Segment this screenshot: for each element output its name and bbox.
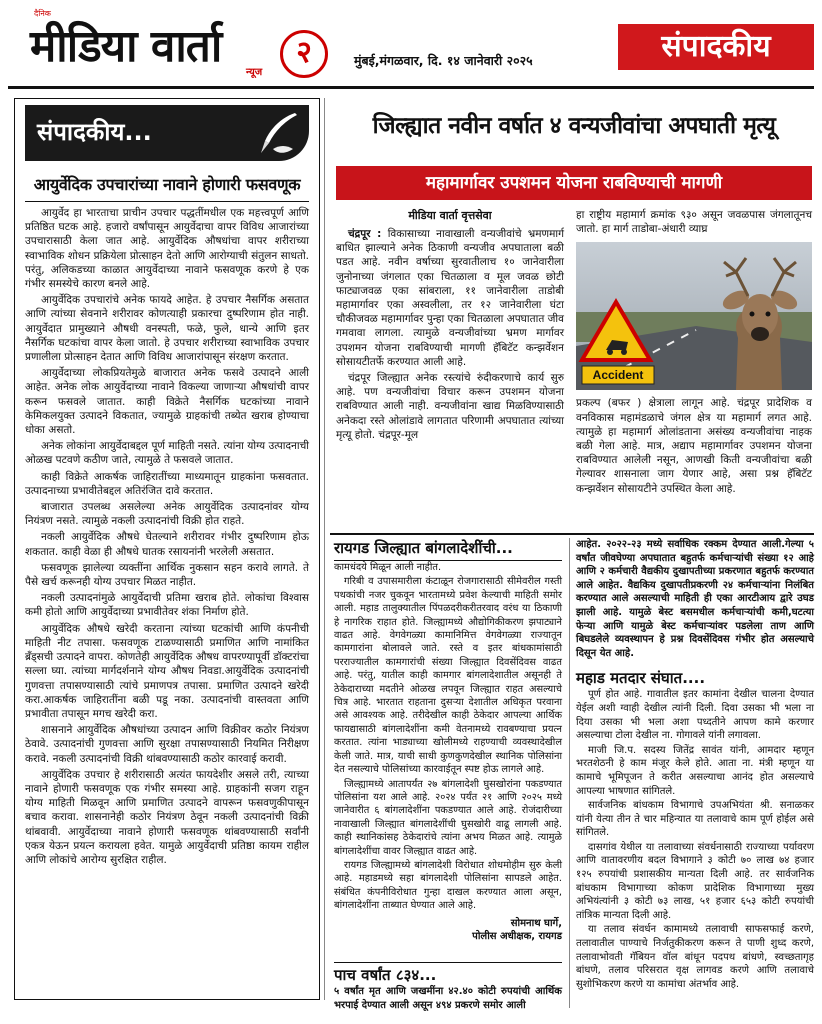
editorial-banner bbox=[25, 105, 309, 161]
editorial-column bbox=[14, 98, 320, 1000]
editorial-paragraph: आयुर्वेदिक उपचारांचे अनेक फायदे आहेत. हे उपचार नैसर्गिक असतात आणि त्यांच्या सेवनाने शरीरावर कोणत्याही प्रकारचा दुष्परिणाम होत नाही. आयुर्वेदात प्रामुख्याने औषधी वनस्पती, फळे, फुले, धान्ये आणि इतर नैसर्गिक घटकांचा वापर केला जातो. हे उपचार शरीराच्या स्वाभाविक उपचार प्रणालीला प्रोत्साहन देतात आणि विविध आजारांपासून संरक्षण करतात. bbox=[25, 294, 309, 364]
column-divider bbox=[569, 538, 570, 1008]
masthead-rule bbox=[8, 86, 814, 89]
story-paragraph: प्रकल्प (बफर ) क्षेत्राला लागून आहे. चंद्रपूर प्रादेशिक व वनविकास महामंडळाचे जंगल क्षेत्र या महामार्ग लगत आहे. त्यामुळे हा महामार्ग ओलांडताना असंख्य वन्यजीवांचा नाहक बळी गेला आहे. मात्र, अद्याप महामार्गावर उपशमन योजना राबविण्यात आलेली नसून, आणखी किती वन्यजीवांचा बळी गेल्यावर शासनाला जाग येणार आहे, असा प्रश्न हॅबिटॅट कन्झर्वेशन सोसायटीने उपस्थित केला आहे. bbox=[576, 397, 812, 495]
section-label: संपादकीय bbox=[618, 24, 814, 70]
section-divider bbox=[330, 533, 814, 535]
main-story bbox=[336, 208, 812, 530]
column-divider bbox=[324, 98, 325, 1000]
masthead bbox=[0, 0, 822, 92]
editorial-paragraph: नकली आयुर्वेदिक औषधे घेतल्याने शरीरावर गंभीर दुष्परिणाम होऊ शकतात. काही वेळा ही औषधे घातक रसायनांनी भरलेली असतात. bbox=[25, 531, 309, 558]
daily-label: दैनिक bbox=[34, 9, 51, 18]
page-number: २ bbox=[280, 30, 328, 78]
mahad-paragraph: माजी जि.प. सदस्य जितेंद्र सावंत यांनी, आमदार म्हणून भरतशेठनी हे काम मंजूर केले होते. आता ना. मंत्री म्हणून या कामाचे भूमिपूजन ते करीत असल्याचा आनंद होत असल्याचे आपल्या भाषणात सांगितले. bbox=[576, 744, 814, 797]
raigad-paragraph: रायगड जिल्ह्यामध्ये बांगलादेशी विरोधात शोधमोहीम सुरु केली आहे. महाडमध्ये सहा बांगलादेशी पोलिसांना सापडले आहेत. संबंधित कंपनीविरोधात गुन्हा दाखल करण्यात आला असून, बांगलादेशींना ताब्यात घेण्यात आले आहे. bbox=[334, 859, 562, 912]
editorial-paragraph: बाजारात उपलब्ध असलेल्या अनेक आयुर्वेदिक उत्पादनांवर योग्य नियंत्रण नसते. त्यामुळे नकली उत्पादनांची विक्री होत राहते. bbox=[25, 501, 309, 528]
mahad-headline: महाड मतदार संघात.... bbox=[576, 669, 706, 688]
editorial-paragraph: आयुर्वेदाच्या लोकप्रियतेमुळे बाजारात अनेक फसवे उत्पादने आली आहेत. अनेक लोक आयुर्वेदाच्या नावाने विकल्या जाणाऱ्या औषधांची वापर करून फसवले जातात. काही विक्रेते नैसर्गिक घटकांच्या नावाने केमिकलयुक्त उत्पादने विकतात, ज्यामुळे ग्राहकांची तब्येत खराब होण्याचा धोका असतो. bbox=[25, 367, 309, 437]
accident-sign-text: Accident bbox=[592, 368, 644, 383]
editorial-paragraph: आयुर्वेदिक उपचार हे शरीरासाठी अत्यंत फायदेशीर असले तरी, त्याच्या नावाने होणारी फसवणूक एक गंभीर समस्या आहे. ग्राहकांनी सजग राहून योग्य माहिती मिळवून आणि प्रमाणित उत्पादने वापरून फसवणुकीपासून बचाव करावा. शासनानेही कठोर नियंत्रण ठेवून नकली उत्पादनांची विक्री थांबवावी. आयुर्वेदाच्या नावाने होणारी फसवणूक थांबवण्यासाठी सर्वांनी एकत्र येऊन प्रयत्न करायला हवेत. यामुळे आयुर्वेदाची प्रतिष्ठा कायम राहील आणि लोकांचे आरोग्य सुरक्षित राहील. bbox=[25, 768, 309, 866]
quill-pen-icon bbox=[243, 109, 303, 159]
mahad-paragraph: पूर्ण होत आहे. गावातील इतर कामांना देखील चालना देण्यात येईल अशी ग्वाही देखील त्यांनी दिली. दिवा उसका भी भला ना दिया उसका भी भला अशा पध्दतीने आपण कामे करणार असल्याचा टोला देखील ना. गोगावले यांनी लगावला. bbox=[576, 689, 814, 742]
story-paragraph: चंद्रपूर जिल्ह्यात अनेक रस्त्यांचे रुंदीकरणाचे कार्य सुरु आहे. पण वन्यजीवांचा विचार करून उपशमन योजना राबविण्यात आली नाही. वन्यजीवांना खाद्य मिळविण्यासाठी अनेकदा रस्ते ओलांडावे लागतात परिणामी अपघातात त्यांच्या मृत्यू होतो. चंद्रपूर-मूल bbox=[336, 372, 564, 441]
raigad-paragraph: गरिबी व उपासमारीला कंटाळून रोजगारासाठी सीमेवरील गस्ती पथकांची नजर चुकवून भारतामध्ये प्रवेश केल्याची माहिती समोर आली. महाड तालुक्यातील पिंपळदरीकरीतरवाद वरंध या ठिकाणी हे नागरिक राहात होते. जिल्ह्यामध्ये औद्योगिकीकरण झपाट्याने वाढत आहे. वेगवेगळ्या कामानिमित्त वेगवेगळ्या राज्यातून कामगारांना बोलावले जाते. रस्ते व इतर बांधकामांसाठी परराज्यातील कामगारांची संख्या जिल्ह्यात दिवसेंदिवस वाढत आहे. परंतु, यातील काही कामगार बांगलादेशातील असूनही ते ठेकेदाराच्या मदतीने ओळख लपवून जिल्ह्यात राहत असल्याचे चित्र आहे. भारतात राहताना दुसऱ्या देशातील अधिकृत परवाना असे आवश्यक आहे. तरीदेखील काही ठेकेदार आपल्या आर्थिक फायद्यासाठी बांगलादेशींना कमी वेतनामध्ये रावबण्याचा प्रयत्न करतात. त्यांना भाड्याच्या खोलीमध्ये राहण्याची व्यवस्थादेखील केली जाते. मात्र, याची साधी कुणकुणदेखील स्थानिक पोलिसांना देत नसल्याचे पोलिसांच्या कारवाईतून स्पष्ट होऊ लागले आहे. bbox=[334, 576, 562, 776]
best-continued-paragraph: आहेत. २०२२-२३ मध्ये सर्वाधिक रक्कम देण्यात आली.गेल्या ५ वर्षांत जीवघेण्या अपघातात बहुतर्फ कर्मचाऱ्यांची संख्या १२ आहे आणि २ कर्मचारी वैद्यकीय दुखापतीच्या प्रकरणात बहुतर्फ करण्यात आले आहेत. वैद्यकिय दुखापतीप्रकरणी २४ कर्मचाऱ्यांना निलंबित करण्यात आले असल्याची माहिती ही एका आरटीआय द्वारे उघड झाली आहे. यामुळे बेस्ट बसमधील कर्मचाऱ्यांची कमी,घटत्या फेऱ्या आणि यामुळे बेस्ट कर्मचाऱ्यांवर पडलेला ताण आणि बिघडलेले व्यवस्थापन हे प्रश्न दिवसेंदिवस गंभीर होत असल्याचे दिसून येत आहे. bbox=[576, 539, 814, 659]
dateline-place: चंद्रपूर : bbox=[348, 228, 382, 240]
five-year-headline: पाच वर्षांत ८३४... bbox=[334, 962, 562, 985]
mahad-paragraph: दासगांव येथील या तलावाच्या संवर्धनासाठी राज्याच्या पर्यावरण आणि वातावरणीय बदल विभागाने ३ कोटी ७० लाख ७४ हजार १२५ रुपयांची प्रशासकीय मान्यता दिली आहे. तर सार्वजनिक बांधकाम विभागाच्या कोकण प्रादेशिक विभागाच्या मुख्य अभियंत्यांनी ३ कोटी ७३ लाख, ५१ हजार ६५३ कोटी रुपयांची तांत्रिक मान्यता दिली आहे. bbox=[576, 841, 814, 921]
editorial-paragraph: फसवणूक झालेल्या व्यक्तींना आर्थिक नुकसान सहन करावे लागते. ते पैसे खर्च करूनही योग्य उपचार मिळत नाहीत. bbox=[25, 561, 309, 589]
editorial-paragraph: काही विक्रेते आकर्षक जाहिरातींच्या माध्यमातून ग्राहकांना फसवतात. उत्पादनाच्या प्रभावीतेबद्दल अतिरंजित दावे करतात. bbox=[25, 470, 309, 497]
editorial-body bbox=[25, 206, 309, 867]
main-story-column-2 bbox=[576, 208, 812, 498]
five-year-article bbox=[334, 962, 562, 1012]
signature-title: पोलीस अधीक्षक, रायगड bbox=[472, 930, 562, 942]
raigad-kicker: कामधंदये मिळून आली नाहीत. bbox=[334, 562, 442, 573]
mahad-paragraph: सार्वजनिक बांधकाम विभागाचे उपअभियंता श्री. सनाळकर यांनी येत्या तीन ते चार महिन्यात या तलावाचे काम पूर्ण होईल असे सांगितले. bbox=[576, 800, 814, 839]
five-year-paragraph: ५ वर्षांत मृत आणि जखमींना ४२.४० कोटी रुपयांची आर्थिक भरपाई देण्यात आली असून ४९४ प्रकरणे समोर आली bbox=[334, 986, 562, 1011]
signature-name: सोमनाथ घार्गे, bbox=[510, 917, 562, 929]
news-label: न्यूज bbox=[246, 67, 263, 78]
main-headline: जिल्ह्यात नवीन वर्षात ४ वन्यजीवांचा अपघाती मृत्यू bbox=[372, 113, 776, 139]
raigad-signature bbox=[334, 917, 562, 943]
raigad-paragraph: जिल्ह्यामध्ये आतापर्यंत २७ बांगलादेशी घुसखोरांना पकडण्यात पोलिसांना यश आले आहे. २०२४ पर्यंत २१ आणि २०२५ मध्ये जानेवारीत ६ बांगलादेशींना पकडण्यात आले आहे. रोजंदारीच्या नावाखाली जिल्ह्यात बांगलादेशींची घुसखोरी वाढू लागली आहे. काही स्थानिकांसह ठेकेदारांचे त्यांना अभय मिळत आहे. त्यामुळे बांगलादेशींचा वावर जिल्ह्यात वाढत आहे. bbox=[334, 778, 562, 857]
main-subheadline: महामार्गावर उपशमन योजना राबविण्याची मागणी bbox=[336, 166, 812, 200]
editorial-paragraph: आयुर्वेद हा भारताचा प्राचीन उपचार पद्धतींमधील एक महत्त्वपूर्ण आणि प्रतिष्ठित घटक आहे. हजारो वर्षांपासून आयुर्वेदाचा वापर विविध आजारांच्या उपचारासाठी केला जात आहे. आयुर्वेदिक औषधांचा वापर शरीराच्या स्वाभाविक शोधन प्रक्रियेला प्रोत्साहन देतो आणि आरोग्याची संतुलन साधतो. परंतु, अलिकडच्या काळात आयुर्वेदाच्या नावाने फसवणूक करणे हे एक गंभीर समस्येचे कारण बनले आहे. bbox=[25, 207, 309, 291]
editorial-banner-text: संपादकीय... bbox=[37, 118, 152, 146]
deer-accident-illustration bbox=[576, 242, 812, 390]
editorial-paragraph: अनेक लोकांना आयुर्वेदाबद्दल पूर्ण माहिती नसते. त्यांना योग्य उत्पादनाची ओळख पटवणे कठीण जाते, त्यामुळे ते फसवले जातात. bbox=[25, 440, 309, 467]
story-paragraph bbox=[336, 227, 564, 369]
story-paragraph: हा राष्ट्रीय महामार्ग क्रमांक ९३० असून जवळपास जंगलातूनच जातो. हा मार्ग ताडोबा-अंधारी व्याघ्र bbox=[576, 209, 812, 236]
editorial-paragraph: शासनाने आयुर्वेदिक औषधांच्या उत्पादन आणि विक्रीवर कठोर नियंत्रण ठेवावे. उत्पादनांची गुणवत्ता आणि सुरक्षा तपासण्यासाठी नियमित निरीक्षण करावे. नकली उत्पादनांची विक्री थांबवण्यासाठी कठोर कारवाई करावी. bbox=[25, 724, 309, 765]
editorial-paragraph: आयुर्वेदिक औषधे खरेदी करताना त्यांच्या घटकांची आणि कंपनीची माहिती नीट तपासा. फसवणूक टाळण्यासाठी प्रमाणित आणि नामांकित ब्रँड्सची उत्पादने वापरा. कोणतेही आयुर्वेदिक औषध वापरण्यापूर्वी डॉक्टरांचा सल्ला घ्या. त्यांच्या मार्गदर्शनाने योग्य औषध निवडा.आयुर्वेदिक उत्पादनांची गुणवत्ता तपासण्यासाठी त्यांचे प्रमाणपत्र तपासा. प्रमाणित उत्पादने खरेदी करा.आकर्षक जाहिरातींना बळी पडू नका. उत्पादनांची वास्तवता आणि प्रभावीता तपासून मगच खरेदी करा. bbox=[25, 622, 309, 720]
raigad-headline: रायगड जिल्ह्यात बांगलादेशींची... bbox=[334, 538, 562, 561]
story-paragraph-text: विकासाच्या नावाखाली वन्यजीवांचे भ्रमणमार्ग बाधित झाल्याने अनेक ठिकाणी वन्यजीव अपघाताला बळी पडत आहे. नवीन वर्षाच्या सुरवातीलाच १० जानेवारीला जुनोनाच्या जंगलात एका चितळाला व मूल जवळ छोटी फाट्याजवळ एका सांबराला, ११ जानेवारीला ताडोबी महामार्गावर एका अस्वलीला, तर १२ जानेवारीला घंटा चौकीजवळ महामार्गावर पुन्हा एका चितळाला अपघातात जीव गमवावा लागला. त्यामुळे वन्यजीवांच्या भ्रमण मार्गावर उपशमन योजना राबविण्याची मागणी हॅबिटॅट कन्झर्वेशन सोसायटीतर्फे करण्यात आली आहे. bbox=[336, 228, 564, 368]
newspaper-title: मीडिया वार्ता bbox=[30, 21, 222, 72]
main-story-column-1 bbox=[336, 208, 564, 444]
editorial-headline: आयुर्वेदिक उपचारांच्या नावाने होणारी फसवणूक bbox=[25, 173, 309, 202]
editorial-paragraph: नकली उत्पादनांमुळे आयुर्वेदाची प्रतिमा खराब होते. लोकांचा विश्वास कमी होतो आणि आयुर्वेदाच्या प्रभावीतेवर शंका निर्माण होते. bbox=[25, 592, 309, 619]
raigad-article bbox=[334, 538, 562, 943]
deer-accident-photo bbox=[576, 242, 812, 390]
mahad-paragraph: या तलाव संवर्धन कामामध्ये तलावाची साफसफाई करणे, तलावातील पाण्याचे निर्जतुकीकरण करून ते पाणी शुध्द करणे, तलावाभोवती गॅबियन वॉल बांधून पदपथ बांधणे, स्वच्छतागृह बांधणे, तलाव परिसरात वृक्ष लागवड करणे आणि तलावाचे सुशोभिकरण करणे या कामांचा अंतर्भाव आहे. bbox=[576, 924, 814, 990]
right-bottom-column bbox=[576, 538, 814, 992]
dateline: मुंबई,मंगळवार, दि. १४ जानेवारी २०२५ bbox=[354, 53, 533, 68]
byline: मीडिया वार्ता वृत्तसेवा bbox=[408, 209, 492, 222]
